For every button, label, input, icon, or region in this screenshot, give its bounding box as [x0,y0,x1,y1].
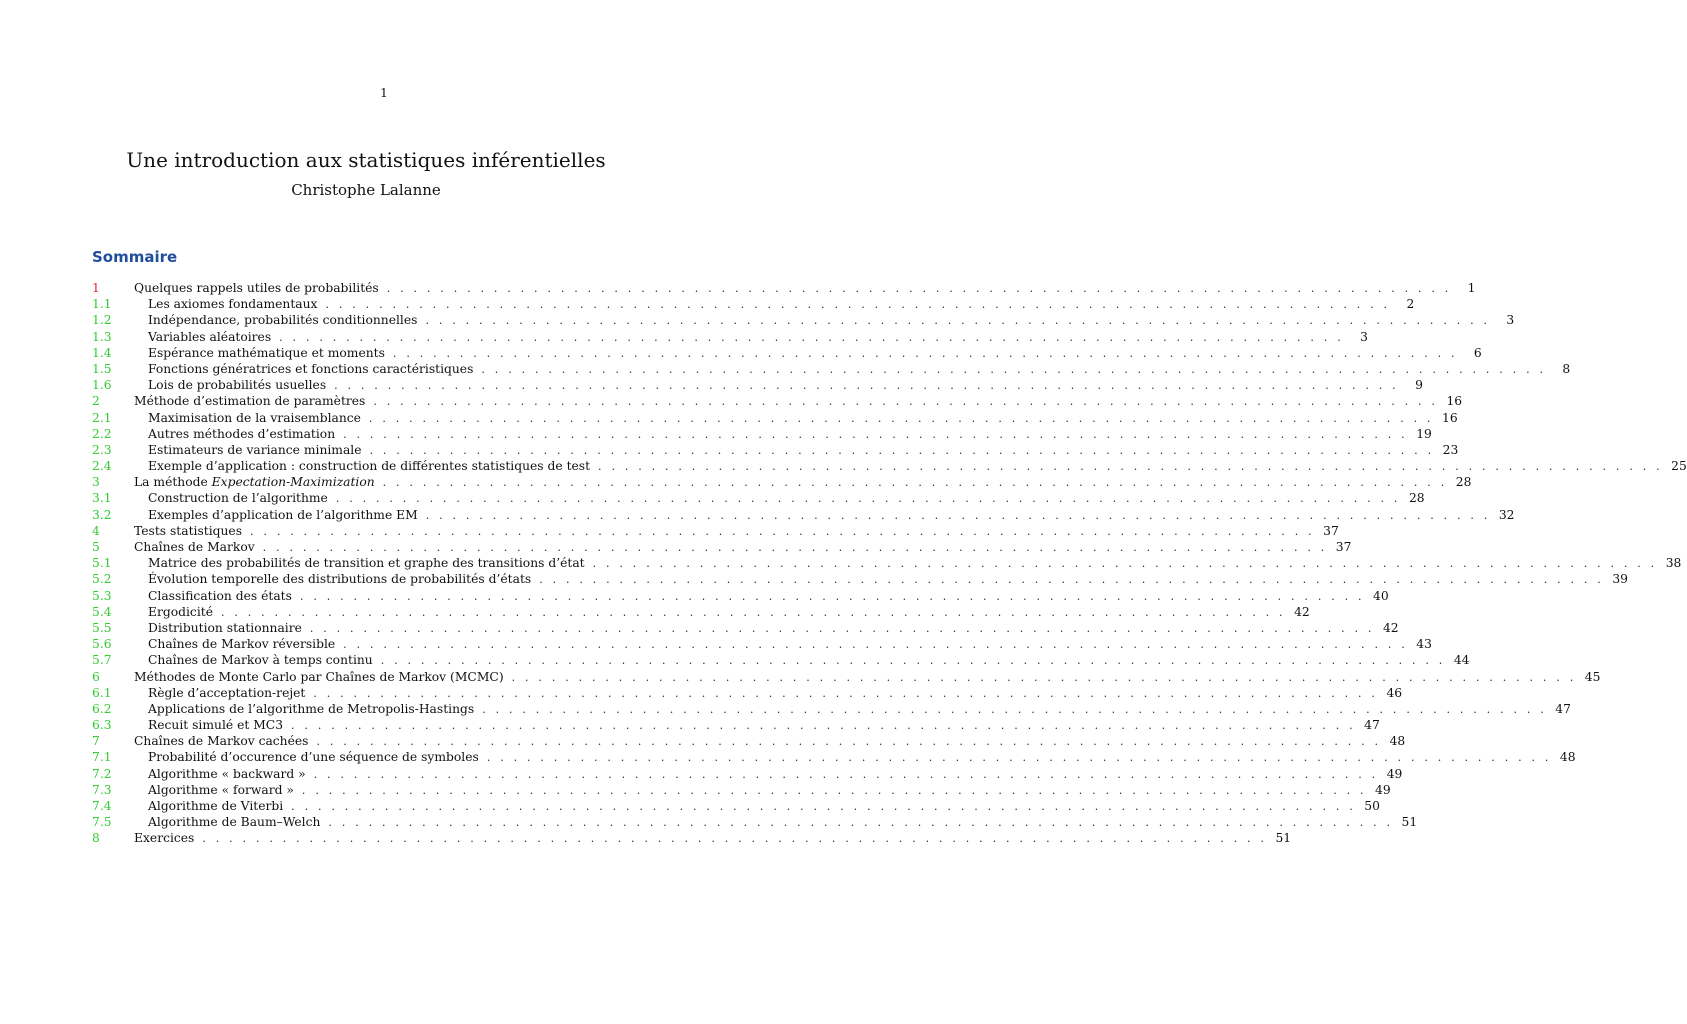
toc-entry[interactable] [92,588,1389,604]
toc-entry[interactable] [92,426,1432,442]
toc-entry-number: 5.1 [92,556,112,571]
toc-entry[interactable] [92,652,1470,668]
toc-entry-page: 3 [1506,313,1515,328]
toc-leader-dots: . . . . . . . . . . . . . . . . . . . . . . . . . . . . . . . . . . . . . . . . . . . . . . . . . . . . . . . . . . . . . . . . . . . . . . . . . . . . . . . . [316,735,1382,749]
toc-leader-dots: . . . . . . . . . . . . . . . . . . . . . . . . . . . . . . . . . . . . . . . . . . . . . . . . . . . . . . . . . . . . . . . . . . . . . . . . . . . . . . . . [343,638,1408,652]
toc-entry-title: Classification des états [148,588,292,603]
toc-entry-number: 2 [92,394,100,409]
toc-entry-title: Exercices [134,831,195,846]
toc-entry[interactable] [92,458,1687,474]
toc-leader-dots: . . . . . . . . . . . . . . . . . . . . . . . . . . . . . . . . . . . . . . . . . . . . . . . . . . . . . . . . . . . . . . . . . . . . . . . . . . . . . . . . [313,767,1379,781]
toc-entry-number: 7.2 [92,766,112,781]
toc-leader-dots: . . . . . . . . . . . . . . . . . . . . . . . . . . . . . . . . . . . . . . . . . . . . . . . . . . . . . . . . . . . . . . . . . . . . . . . . . . . . . . . . [279,330,1344,344]
toc-entry[interactable] [92,685,1403,701]
toc-entry[interactable] [92,361,1571,377]
toc-entry-title: Espérance mathématique et moments [148,345,385,360]
toc-entry-number: 7.4 [92,799,112,813]
toc-leader-dots: . . . . . . . . . . . . . . . . . . . . . . . . . . . . . . . . . . . . . . . . . . . . . . . . . . . . . . . . . . . . . . . . . . . . . . . . . . . . . . . . [369,443,1435,457]
toc-entry-title: Chaînes de Markov à temps continu [148,653,373,668]
toc-entry[interactable] [92,604,1310,620]
toc-entry-title: Applications de l’algorithme de Metropolis-Hastings [148,701,475,716]
toc-leader-dots: . . . . . . . . . . . . . . . . . . . . . . . . . . . . . . . . . . . . . . . . . . . . . . . . . . . . . . . . . . . . . . . . . . . . . . . . . . . . . . . . [539,573,1604,587]
table-of-contents [92,280,1687,847]
toc-entry-number: 4 [92,523,100,538]
toc-entry-number: 6.2 [92,701,112,716]
toc-entry-title: Distribution stationnaire [148,620,302,635]
toc-entry-number: 5.7 [92,653,112,668]
page-number: 1 [380,86,388,100]
toc-entry-page: 6 [1473,345,1482,360]
toc-entry-number: 5.4 [92,604,112,619]
toc-entry-page: 1 [1467,281,1476,295]
toc-entry[interactable] [92,507,1515,523]
toc-entry-page: 47 [1364,718,1380,733]
toc-entry-title: Algorithme « forward » [148,782,294,797]
toc-entry-page: 37 [1335,540,1352,554]
toc-leader-dots: . . . . . . . . . . . . . . . . . . . . . . . . . . . . . . . . . . . . . . . . . . . . . . . . . . . . . . . . . . . . . . . . . . . . . . . . . . . . . . . . [301,783,1367,797]
toc-leader-dots: . . . . . . . . . . . . . . . . . . . . . . . . . . . . . . . . . . . . . . . . . . . . . . . . . . . . . . . . . . . . . . . . . . . . . . . . . . . . . . . . [262,541,1328,554]
toc-entry-page: 16 [1442,410,1458,425]
toc-entry-title: Chaînes de Markov cachées [134,734,309,749]
toc-entry-page: 47 [1555,701,1571,716]
toc-entry-page: 38 [1665,556,1682,571]
toc-entry-page: 28 [1408,491,1425,506]
toc-entry-title [134,474,383,490]
toc-entry[interactable] [92,669,1601,685]
toc-entry-title: Chaînes de Markov [134,540,255,554]
toc-leader-dots: . . . . . . . . . . . . . . . . . . . . . . . . . . . . . . . . . . . . . . . . . . . . . . . . . . . . . . . . . . . . . . . . . . . . . . . . . . . . . . . . [382,476,1448,490]
toc-leader-dots: . . . . . . . . . . . . . . . . . . . . . . . . . . . . . . . . . . . . . . . . . . . . . . . . . . . . . . . . . . . . . . . . . . . . . . . . . . . . . . . . [250,524,1315,538]
toc-entry-number: 7.1 [92,750,112,765]
toc-entry-title: Recuit simulé et MC3 [148,718,284,733]
toc-entry-title: Quelques rappels utiles de probabilités [134,281,379,295]
toc-entry[interactable] [92,393,1463,409]
toc-entry[interactable] [92,717,1380,733]
toc-entry-number: 1.3 [92,329,112,344]
toc-leader-dots: . . . . . . . . . . . . . . . . . . . . . . . . . . . . . . . . . . . . . . . . . . . . . . . . . . . . . . . . . . . . . . . . . . . . . . . . . . . . . . . . [335,492,1401,506]
toc-entry[interactable] [92,620,1399,636]
toc-leader-dots: . . . . . . . . . . . . . . . . . . . . . . . . . . . . . . . . . . . . . . . . . . . . . . . . . . . . . . . . . . . . . . . . . . . . . . . . . . . . . . . . [299,589,1365,603]
toc-entry-title: Exemple d’application : construction de différentes statistiques de test [148,459,591,474]
toc-entry-page: 51 [1401,815,1418,830]
toc-entry-title: Maximisation de la vraisemblance [148,410,361,425]
toc-entry-number: 1.6 [92,378,112,393]
toc-entry-page: 28 [1455,475,1472,490]
toc-entry-page: 37 [1323,523,1339,538]
toc-leader-dots: . . . . . . . . . . . . . . . . . . . . . . . . . . . . . . . . . . . . . . . . . . . . . . . . . . . . . . . . . . . . . . . . . . . . . . . . . . . . . . . . [482,702,1547,716]
toc-entry-page: 39 [1612,572,1628,587]
toc-entry-page: 49 [1386,766,1403,781]
toc-leader-dots: . . . . . . . . . . . . . . . . . . . . . . . . . . . . . . . . . . . . . . . . . . . . . . . . . . . . . . . . . . . . . . . . . . . . . . . . . . . . . . . . [325,298,1391,312]
toc-entry-title: Variables aléatoires [148,329,272,344]
toc-entry-number: 7 [92,734,100,749]
toc-entry-number: 8 [92,831,100,846]
toc-leader-dots: . . . . . . . . . . . . . . . . . . . . . . . . . . . . . . . . . . . . . . . . . . . . . . . . . . . . . . . . . . . . . . . . . . . . . . . . . . . . . . . . [592,557,1658,571]
toc-entry-number: 5.5 [92,620,112,635]
toc-entry-number: 2.4 [92,459,112,474]
toc-leader-dots: . . . . . . . . . . . . . . . . . . . . . . . . . . . . . . . . . . . . . . . . . . . . . . . . . . . . . . . . . . . . . . . . . . . . . . . . . . . . . . . . [598,460,1663,474]
toc-entry-page: 9 [1415,378,1423,393]
toc-entry-page: 3 [1360,329,1368,344]
toc-entry[interactable] [92,474,1472,490]
toc-entry-number: 2.3 [92,442,112,457]
toc-entry[interactable] [92,329,1368,345]
toc-entry[interactable] [92,490,1425,506]
toc-entry[interactable] [92,312,1515,328]
toc-entry-number: 7.3 [92,782,112,797]
toc-leader-dots: . . . . . . . . . . . . . . . . . . . . . . . . . . . . . . . . . . . . . . . . . . . . . . . . . . . . . . . . . . . . . . . . . . . . . . . . . . . . . . . . [291,800,1356,813]
toc-entry[interactable] [92,814,1418,830]
toc-entry-title: Indépendance, probabilités conditionnelles [148,313,418,328]
toc-entry-page: 42 [1294,604,1310,619]
toc-entry-page: 49 [1375,782,1391,797]
toc-entry-page: 16 [1446,394,1463,409]
toc-leader-dots: . . . . . . . . . . . . . . . . . . . . . . . . . . . . . . . . . . . . . . . . . . . . . . . . . . . . . . . . . . . . . . . . . . . . . . . . . . . . . . . . [486,751,1552,765]
toc-entry-page: 45 [1584,669,1601,684]
toc-entry-page: 44 [1453,653,1470,668]
toc-entry-title: Évolution temporelle des distributions de probabilités d’états [148,572,532,587]
toc-entry[interactable] [92,830,1292,846]
toc-entry-number: 3.2 [92,507,112,522]
toc-entry-title: Matrice des probabilités de transition et graphe des transitions d’état [148,556,585,571]
toc-entry-title-italic: Expectation-Maximization [211,475,375,490]
toc-entry-title: Méthode d’estimation de paramètres [134,394,366,409]
toc-entry[interactable] [92,523,1339,539]
toc-entry-title: Tests statistiques [134,523,243,538]
toc-entry-number: 5.3 [92,588,112,603]
toc-entry-page: 32 [1498,507,1515,522]
toc-entry-title: Algorithme « backward » [148,766,306,781]
toc-leader-dots: . . . . . . . . . . . . . . . . . . . . . . . . . . . . . . . . . . . . . . . . . . . . . . . . . . . . . . . . . . . . . . . . . . . . . . . . . . . . . . . . [309,621,1375,635]
toc-leader-dots: . . . . . . . . . . . . . . . . . . . . . . . . . . . . . . . . . . . . . . . . . . . . . . . . . . . . . . . . . . . . . . . . . . . . . . . . . . . . . . . . [511,670,1577,684]
toc-leader-dots: . . . . . . . . . . . . . . . . . . . . . . . . . . . . . . . . . . . . . . . . . . . . . . . . . . . . . . . . . . . . . . . . . . . . . . . . . . . . . . . . [368,411,1434,425]
toc-entry-page: 42 [1382,620,1399,635]
toc-entry-title: Estimateurs de variance minimale [148,442,362,457]
toc-entry-title: Lois de probabilités usuelles [148,378,327,393]
toc-entry-title: Les axiomes fondamentaux [148,297,318,312]
toc-leader-dots: . . . . . . . . . . . . . . . . . . . . . . . . . . . . . . . . . . . . . . . . . . . . . . . . . . . . . . . . . . . . . . . . . . . . . . . . . . . . . . . . [373,395,1439,409]
toc-entry-title: Autres méthodes d’estimation [148,426,336,441]
toc-entry-title: Ergodicité [148,604,213,619]
toc-entry-number: 1 [92,281,100,295]
toc-entry[interactable] [92,733,1406,749]
toc-entry[interactable] [92,798,1380,814]
toc-entry-number: 5.2 [92,572,112,587]
document-author: Christophe Lalanne [291,181,441,199]
toc-entry-title: Probabilité d’occurence d’une séquence de symboles [148,750,479,765]
toc-entry-title: Exemples d’application de l’algorithme EM [148,507,418,522]
toc-entry-page: 43 [1416,637,1432,652]
toc-entry[interactable] [92,766,1403,782]
toc-entry-page: 48 [1389,734,1406,749]
toc-leader-dots: . . . . . . . . . . . . . . . . . . . . . . . . . . . . . . . . . . . . . . . . . . . . . . . . . . . . . . . . . . . . . . . . . . . . . . . . . . . . . . . . [220,605,1286,619]
toc-entry[interactable] [92,636,1432,652]
toc-entry[interactable] [92,571,1628,587]
toc-entry-number: 5 [92,540,100,554]
toc-entry[interactable] [92,345,1482,361]
toc-leader-dots: . . . . . . . . . . . . . . . . . . . . . . . . . . . . . . . . . . . . . . . . . . . . . . . . . . . . . . . . . . . . . . . . . . . . . . . . . . . . . . . . [425,314,1491,328]
toc-entry[interactable] [92,701,1571,717]
toc-entry-title: Algorithme de Viterbi [148,799,284,813]
toc-entry-title: Algorithme de Baum–Welch [148,815,321,830]
toc-entry-number: 1.1 [92,297,112,312]
toc-entry[interactable] [92,442,1459,458]
toc-leader-dots: . . . . . . . . . . . . . . . . . . . . . . . . . . . . . . . . . . . . . . . . . . . . . . . . . . . . . . . . . . . . . . . . . . . . . . . . . . . . . . . . [386,282,1452,295]
toc-leader-dots: . . . . . . . . . . . . . . . . . . . . . . . . . . . . . . . . . . . . . . . . . . . . . . . . . . . . . . . . . . . . . . . . . . . . . . . . . . . . . . . . [291,719,1356,733]
toc-leader-dots: . . . . . . . . . . . . . . . . . . . . . . . . . . . . . . . . . . . . . . . . . . . . . . . . . . . . . . . . . . . . . . . . . . . . . . . . . . . . . . . . [343,427,1408,441]
toc-entry-page: 51 [1275,831,1292,846]
toc-entry-number: 1.2 [92,313,112,328]
toc-entry-page: 19 [1416,426,1432,441]
toc-entry-page: 48 [1559,750,1576,765]
toc-entry-number: 1.4 [92,345,112,360]
toc-entry-page: 40 [1373,588,1389,603]
toc-entry[interactable] [92,539,1352,555]
toc-entry-page: 50 [1364,799,1380,813]
toc-entry-title: Méthodes de Monte Carlo par Chaînes de Markov (MCMC) [134,669,504,684]
toc-entry-page: 2 [1406,297,1415,312]
toc-entry-page: 25 [1671,459,1687,474]
toc-heading: Sommaire [92,248,178,266]
toc-entry[interactable] [92,280,1476,296]
toc-leader-dots: . . . . . . . . . . . . . . . . . . . . . . . . . . . . . . . . . . . . . . . . . . . . . . . . . . . . . . . . . . . . . . . . . . . . . . . . . . . . . . . . [481,362,1547,376]
toc-leader-dots: . . . . . . . . . . . . . . . . . . . . . . . . . . . . . . . . . . . . . . . . . . . . . . . . . . . . . . . . . . . . . . . . . . . . . . . . . . . . . . . . [380,654,1446,668]
toc-entry[interactable] [92,410,1458,426]
toc-entry-number: 6 [92,669,100,684]
toc-entry-title-plain: La méthode [134,475,212,490]
toc-leader-dots: . . . . . . . . . . . . . . . . . . . . . . . . . . . . . . . . . . . . . . . . . . . . . . . . . . . . . . . . . . . . . . . . . . . . . . . . . . . . . . . . [425,508,1491,522]
toc-entry-number: 7.5 [92,815,112,830]
toc-entry-number: 6.3 [92,718,112,733]
toc-entry-number: 2.1 [92,410,112,425]
toc-leader-dots: . . . . . . . . . . . . . . . . . . . . . . . . . . . . . . . . . . . . . . . . . . . . . . . . . . . . . . . . . . . . . . . . . . . . . . . . . . . . . . . . [202,832,1268,846]
toc-entry-number: 3 [92,475,100,490]
toc-entry[interactable] [92,782,1391,798]
toc-leader-dots: . . . . . . . . . . . . . . . . . . . . . . . . . . . . . . . . . . . . . . . . . . . . . . . . . . . . . . . . . . . . . . . . . . . . . . . . . . . . . . . . [392,346,1458,360]
toc-entry-number: 5.6 [92,637,112,652]
toc-entry-title: Règle d’acceptation-rejet [148,685,306,700]
toc-entry-page: 23 [1442,442,1459,457]
toc-entry-title: Chaînes de Markov réversible [148,637,336,652]
toc-entry[interactable] [92,296,1415,312]
toc-leader-dots: . . . . . . . . . . . . . . . . . . . . . . . . . . . . . . . . . . . . . . . . . . . . . . . . . . . . . . . . . . . . . . . . . . . . . . . . . . . . . . . . [328,816,1394,830]
toc-entry[interactable] [92,749,1576,765]
toc-entry[interactable] [92,555,1682,571]
toc-leader-dots: . . . . . . . . . . . . . . . . . . . . . . . . . . . . . . . . . . . . . . . . . . . . . . . . . . . . . . . . . . . . . . . . . . . . . . . . . . . . . . . . [313,686,1379,700]
document-title: Une introduction aux statistiques inférentielles [126,148,606,172]
toc-entry-number: 6.1 [92,685,112,700]
toc-entry-page: 8 [1562,361,1571,376]
toc-leader-dots: . . . . . . . . . . . . . . . . . . . . . . . . . . . . . . . . . . . . . . . . . . . . . . . . . . . . . . . . . . . . . . . . . . . . . . . . . . . . . . . . [334,379,1399,393]
toc-entry-title: Fonctions génératrices et fonctions caractéristiques [148,361,474,376]
toc-entry-number: 2.2 [92,426,112,441]
toc-entry-page: 46 [1386,685,1403,700]
toc-entry[interactable] [92,377,1423,393]
toc-entry-title: Construction de l’algorithme [148,491,328,506]
toc-entry-number: 1.5 [92,361,112,376]
toc-entry-number: 3.1 [92,491,112,506]
